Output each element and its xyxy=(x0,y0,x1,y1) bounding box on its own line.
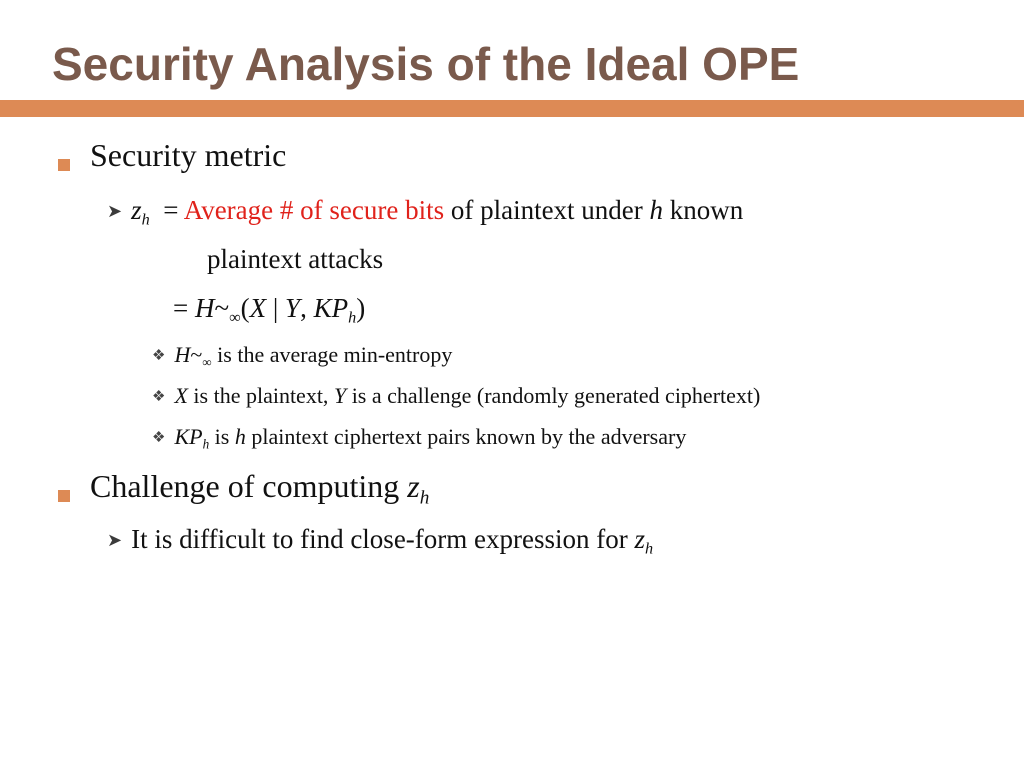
subitem-known-pairs xyxy=(152,424,686,450)
sub3-h: h xyxy=(234,424,246,449)
definition-cont-text: plaintext attacks xyxy=(207,244,384,274)
var-h: h xyxy=(649,195,664,225)
challenge-var: z xyxy=(407,468,420,504)
challenge-sub-var: z xyxy=(634,524,645,554)
equals-sign: = xyxy=(163,195,179,225)
formula-comma: , xyxy=(300,293,307,323)
definition-text-2: known xyxy=(669,195,744,225)
diamond-bullet-icon: ❖ xyxy=(152,430,166,446)
sub2-X: X xyxy=(174,383,188,408)
formula-tilde: ~ xyxy=(214,293,230,323)
definition-continuation xyxy=(207,244,383,275)
sub2-text2: is a challenge (randomly generated ciphertext) xyxy=(351,383,761,408)
sub1-H: H xyxy=(174,342,191,367)
diamond-bullet-icon: ❖ xyxy=(152,389,166,405)
challenge-sub-var-sub: h xyxy=(645,539,654,558)
challenge-var-sub: h xyxy=(419,487,430,509)
arrowhead-bullet-icon: ➤ xyxy=(107,530,123,550)
sub2-text1: is the plaintext, xyxy=(193,383,329,408)
bullet-label: Security metric xyxy=(90,137,287,173)
challenge-sub-text: It is difficult to find close-form expression for xyxy=(131,524,628,554)
var-z-sub: h xyxy=(141,210,150,229)
formula-h: h xyxy=(348,308,357,327)
subitem-plaintext xyxy=(152,383,760,409)
sub3-h-sub: h xyxy=(202,436,210,452)
formula-Y: Y xyxy=(285,293,301,323)
square-bullet-icon xyxy=(58,159,70,171)
formula-line xyxy=(173,293,366,327)
sub3-is: is xyxy=(214,424,230,449)
sub1-text: is the average min-entropy xyxy=(217,342,453,367)
sub3-KP: KP xyxy=(174,424,203,449)
subitem-min-entropy xyxy=(152,342,452,368)
formula-close: ) xyxy=(356,293,366,323)
formula-inf: ∞ xyxy=(229,308,241,327)
definition-line xyxy=(107,195,744,229)
challenge-subitem xyxy=(107,524,654,558)
title-divider xyxy=(0,100,1024,117)
bullet-challenge xyxy=(90,468,430,509)
challenge-label: Challenge of computing xyxy=(90,468,400,504)
sub3-text: plaintext ciphertext pairs known by the adversary xyxy=(251,424,687,449)
var-z: z xyxy=(131,195,142,225)
page-title: Security Analysis of the Ideal OPE xyxy=(52,38,800,90)
formula-H: H xyxy=(194,293,215,323)
sub1-inf: ∞ xyxy=(202,354,212,370)
square-bullet-icon xyxy=(58,490,70,502)
sub1-tilde: ~ xyxy=(190,342,203,367)
formula-X: X xyxy=(249,293,267,323)
formula-KP: KP xyxy=(313,293,349,323)
arrowhead-bullet-icon: ➤ xyxy=(107,201,123,221)
sub2-Y: Y xyxy=(333,383,347,408)
formula-open: ( xyxy=(240,293,250,323)
highlight-text: Average # of secure bits xyxy=(183,195,445,225)
bullet-security-metric xyxy=(90,137,286,174)
diamond-bullet-icon: ❖ xyxy=(152,348,166,364)
definition-text-1: of plaintext under xyxy=(450,195,643,225)
formula-bar: | xyxy=(272,293,279,323)
formula-equals: = xyxy=(173,293,189,323)
